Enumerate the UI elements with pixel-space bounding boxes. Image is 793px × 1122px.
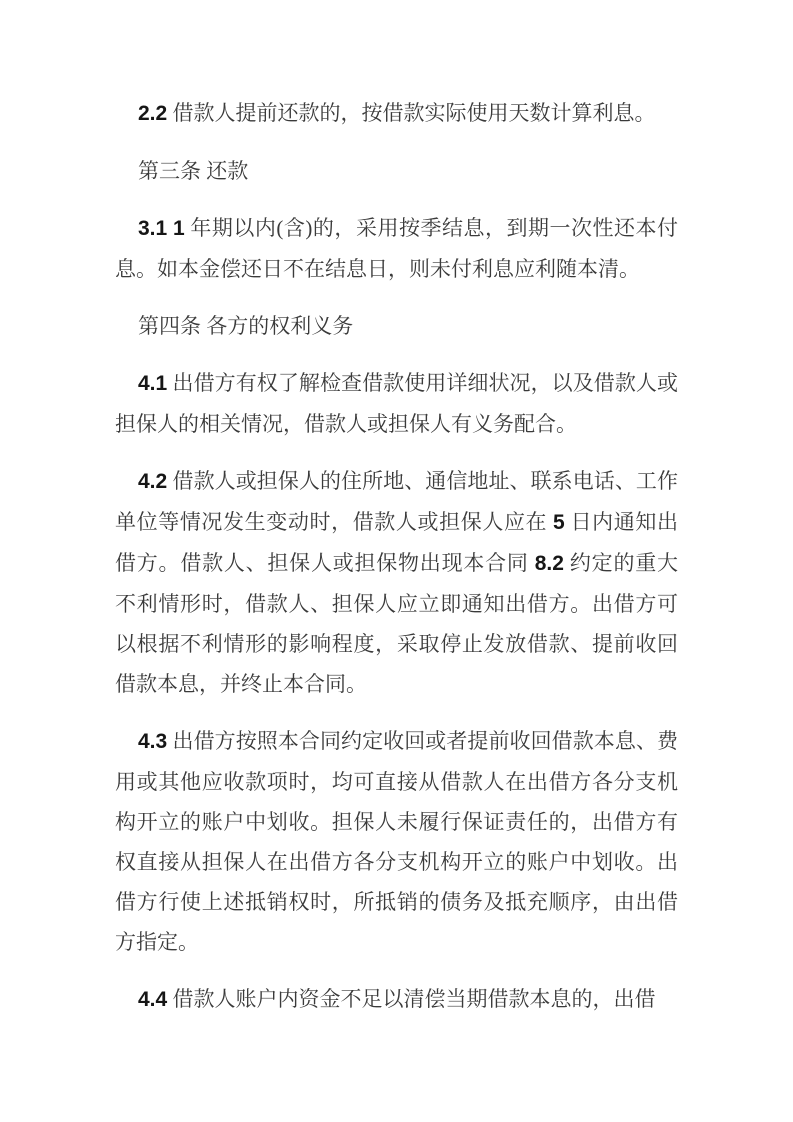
clause-paragraph: 4.4 借款人账户内资金不足以清偿当期借款本息的，出借 (138, 987, 656, 1011)
clause-number: 2.2 (138, 102, 168, 125)
clause-number: 4.2 (138, 470, 168, 493)
document-body (115, 93, 678, 1020)
clause-number: 4.3 (138, 730, 168, 753)
section-heading: 第四条 各方的权利义务 (138, 314, 354, 338)
clause-paragraph: 4.1 出借方有权了解检查借款使用详细状况，以及借款人或担保人的相关情况，借款人或担保人有义务配合。 (115, 371, 678, 436)
clause-number: 4.4 (138, 988, 168, 1011)
clause-paragraph: 3.1 1 年期以内(含)的，采用按季结息，到期一次性还本付息。如本金偿还日不在结息日，则未付利息应利随本清。 (115, 216, 679, 281)
clause-number: 5 (553, 511, 565, 534)
clause-number: 1 (172, 217, 185, 240)
clause-paragraph: 4.2 借款人或担保人的住所地、通信地址、联系电话、工作单位等情况发生变动时，借款人或担保人应在 5 日内通知出借方。借款人、担保人或担保物出现本合同 8.2 约定的重大不利情形时，借款人、担保人应立即通知出借方。出借方可以根据不利情形的影响程度，采取停止发放借款、提前收回借款本息，并终止本合同。 (115, 469, 679, 696)
clause-number: 8.2 (534, 552, 564, 575)
clause-paragraph: 4.3 出借方按照本合同约定收回或者提前收回借款本息、费用或其他应收款项时，均可直接从借款人在出借方各分支机构开立的账户中划收。担保人未履行保证责任的，出借方有权直接从担保人在出借方各分支机构开立的账户中划收。出借方行使上述抵销权时，所抵销的债务及抵充顺序，由出借方指定。 (115, 729, 678, 954)
clause-number: 4.1 (138, 372, 168, 395)
clause-paragraph: 2.2 借款人提前还款的，按借款实际使用天数计算利息。 (138, 101, 656, 125)
clause-number: 3.1 (138, 217, 168, 240)
section-heading: 第三条 还款 (138, 159, 249, 183)
